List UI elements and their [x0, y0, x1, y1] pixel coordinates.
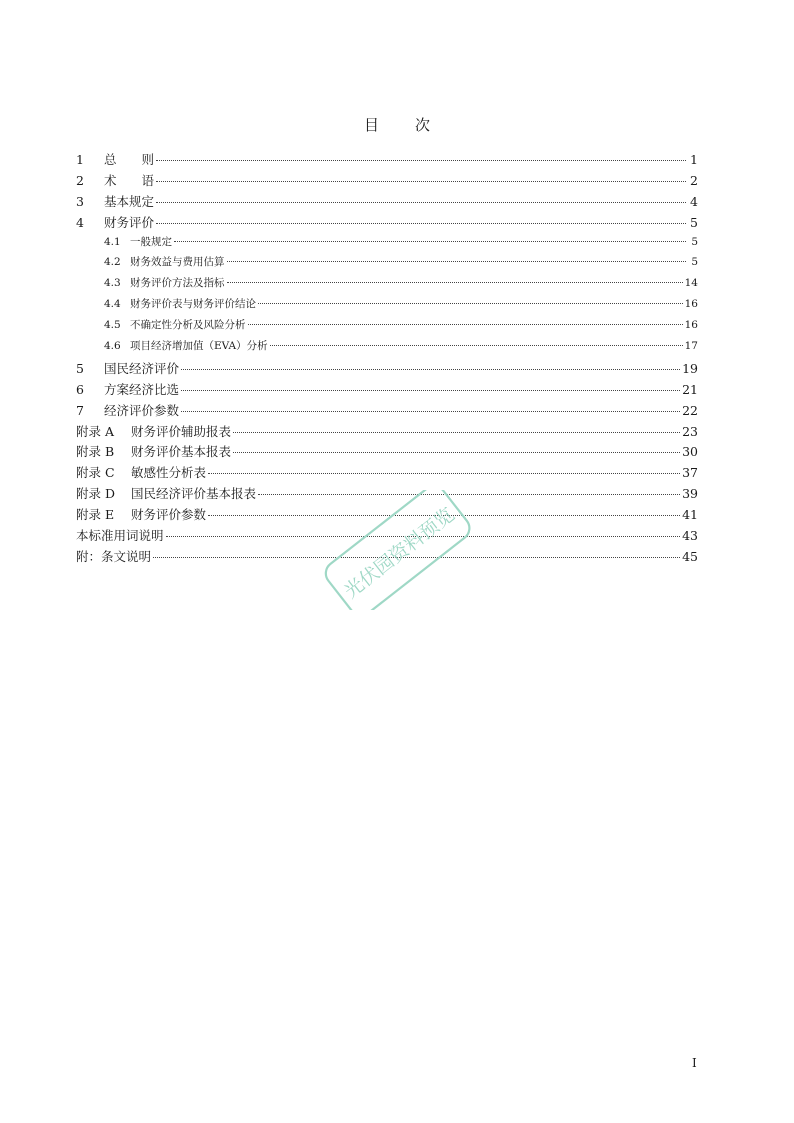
toc-entry[interactable] [76, 192, 698, 213]
toc-entry-number: 5 [76, 360, 84, 376]
toc-entry[interactable] [76, 296, 698, 317]
toc-leader-dots [233, 452, 680, 453]
toc-entry-number: 附录 E [76, 507, 115, 523]
toc-leader-dots [156, 181, 686, 182]
toc-entry-label: 本标准用词说明 [76, 528, 164, 544]
toc-entry[interactable] [76, 150, 698, 171]
toc-entry-number: 6 [76, 381, 84, 397]
toc-leader-dots [227, 261, 687, 262]
toc-entry-label: 附：条文说明 [76, 548, 152, 564]
toc-entry[interactable] [76, 275, 698, 296]
toc-entry-number: 3 [76, 193, 84, 209]
toc-entry-page: 2 [690, 172, 698, 188]
toc-entry-number: 4.2 [104, 256, 121, 269]
toc-entry-label: 财务评价辅助报表 [131, 423, 232, 439]
toc-entry-label: 术 语 [104, 172, 155, 188]
toc-entry-page: 39 [682, 486, 698, 502]
toc-entry-label: 项目经济增加值（EVA）分析 [130, 340, 268, 353]
toc-entry-label: 经济评价参数 [104, 402, 180, 418]
toc-entry-number: 7 [76, 402, 84, 418]
toc-entry-page: 5 [690, 214, 698, 230]
page-title [0, 114, 794, 135]
toc-entry-number: 附录 D [76, 486, 115, 502]
toc-entry-number: 4.4 [104, 298, 121, 311]
toc-entry-page: 23 [682, 423, 698, 439]
toc-leader-dots [181, 411, 680, 412]
toc-leader-dots [156, 202, 686, 203]
toc-leader-dots [270, 345, 683, 346]
toc-leader-dots [208, 473, 680, 474]
toc-entry-number: 4.3 [104, 277, 121, 290]
toc-entry-label: 国民经济评价 [104, 360, 180, 376]
toc-entry-label: 财务评价 [104, 214, 155, 230]
toc-entry-page: 5 [691, 235, 698, 248]
toc-leader-dots [258, 303, 683, 304]
toc-leader-dots [227, 282, 683, 283]
toc-entry-label: 财务评价参数 [131, 507, 207, 523]
toc-entry-page: 37 [682, 465, 698, 481]
toc-entry-page: 4 [690, 193, 698, 209]
toc-entry-label: 一般规定 [130, 235, 172, 248]
toc-entry-label: 财务评价基本报表 [131, 444, 232, 460]
toc-entry[interactable] [76, 254, 698, 275]
toc-entry-page: 17 [684, 340, 698, 353]
toc-entry[interactable] [76, 213, 698, 234]
toc-entry-number: 附录 C [76, 465, 115, 481]
toc-entry-page: 19 [682, 360, 698, 376]
toc-entry[interactable] [76, 401, 698, 422]
toc-entry[interactable] [76, 380, 698, 401]
toc-entry-number: 4.6 [104, 340, 121, 353]
toc-entry[interactable] [76, 317, 698, 338]
toc-entry-label: 财务评价方法及指标 [130, 277, 225, 290]
toc-entry-page: 21 [682, 381, 698, 397]
title-part-1: 目 [363, 116, 379, 134]
toc-leader-dots [156, 223, 686, 224]
toc-entry-page: 16 [684, 298, 698, 311]
toc-entry-label: 财务效益与费用估算 [130, 256, 225, 269]
toc-leader-dots [233, 432, 680, 433]
toc-entry-page: 43 [682, 528, 698, 544]
toc-entry-page: 1 [690, 152, 698, 167]
toc-entry-label: 方案经济比选 [104, 381, 180, 397]
title-part-2: 次 [415, 116, 431, 134]
toc-leader-dots [156, 160, 686, 161]
toc-entry-label: 国民经济评价基本报表 [131, 486, 257, 502]
toc-entry-number: 4 [76, 214, 84, 230]
toc-entry[interactable] [76, 359, 698, 380]
toc-entry-label: 不确定性分析及风险分析 [130, 319, 246, 332]
watermark-stamp [312, 490, 482, 610]
toc-leader-dots [181, 369, 680, 370]
toc-entry[interactable] [76, 422, 698, 443]
toc-entry-page: 5 [691, 256, 698, 269]
toc-entry-page: 14 [684, 277, 698, 290]
toc-entry-label: 基本规定 [104, 193, 155, 209]
toc-entry-page: 22 [682, 402, 698, 418]
toc-leader-dots [248, 324, 683, 325]
toc-entry[interactable] [76, 234, 698, 255]
toc-entry-page: 41 [682, 507, 698, 523]
toc-leader-dots [174, 241, 686, 242]
toc-entry-page: 30 [682, 444, 698, 460]
toc-entry-number: 2 [76, 172, 84, 188]
toc-entry-label: 财务评价表与财务评价结论 [130, 298, 256, 311]
toc-entry-page: 16 [684, 319, 698, 332]
toc-entry-label: 总 则 [104, 152, 155, 167]
toc-entry[interactable] [76, 463, 698, 484]
watermark-text: 光伏园资料预览 [340, 503, 459, 603]
footer-page-number: I [692, 1056, 697, 1070]
toc-entry-number: 4.1 [104, 235, 121, 248]
toc-leader-dots [181, 390, 680, 391]
toc-entry[interactable] [76, 338, 698, 359]
toc-entry-number: 1 [76, 152, 84, 167]
toc-entry-number: 附录 B [76, 444, 115, 460]
toc-entry-label: 敏感性分析表 [131, 465, 207, 481]
toc-entry[interactable] [76, 442, 698, 463]
toc-entry-number: 4.5 [104, 319, 121, 332]
toc-entry-number: 附录 A [76, 423, 115, 439]
toc-entry[interactable] [76, 171, 698, 192]
toc-entry-page: 45 [682, 548, 698, 564]
